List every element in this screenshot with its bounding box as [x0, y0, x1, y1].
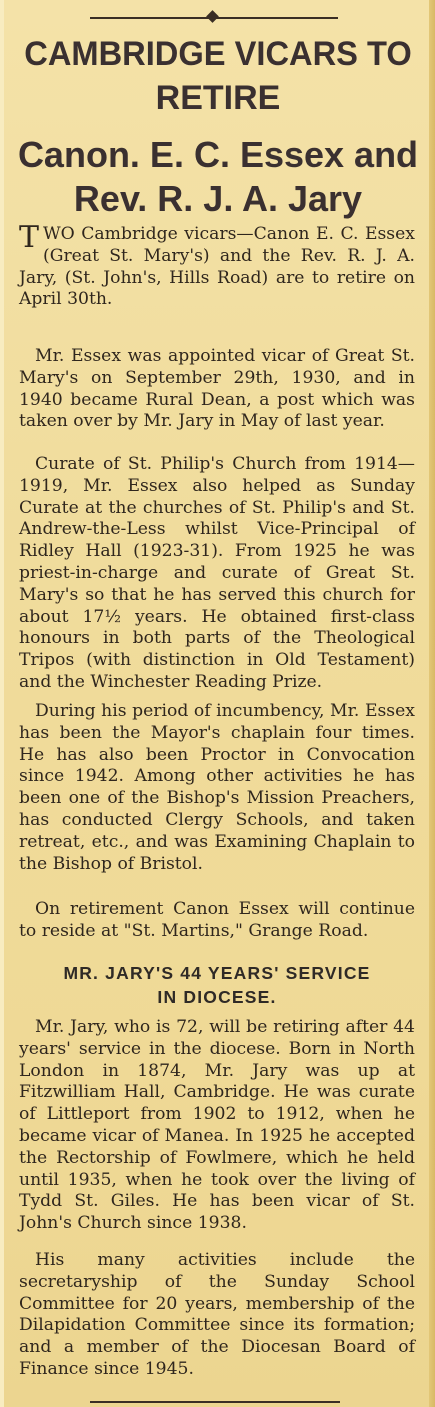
headline-line-3: Canon. E. C. Essex and	[17, 134, 419, 175]
headline-line-1: CAMBRIDGE VICARS TO	[24, 35, 412, 73]
intro-paragraph	[19, 220, 415, 311]
paper-edge-right	[429, 0, 435, 1407]
paragraph-essex-curate: Curate of St. Philip's Church from 1914—1919, Mr. Essex also helped as Sunday Curate at the churches of St. Philip's and St. Andrew-the-Less whilst Vice-Principal of Ridley Hall (1923-31). From 1925 he was priest-in-charge and curate of Great St. Mary's so that he has served this church for about 17½ years. He obtained first-class honours in both parts of the Theological Tripos (with distinction in Old Testament) and the Winchester Reading Prize.	[19, 454, 415, 692]
intro-text: WO Cambridge vicars—Canon E. C. Essex (Great St. Mary's) and the Rev. R. J. A. Jary, (St. John's, Hills Road) are to retire on April 30th.	[19, 224, 415, 310]
paragraph-jary-career: Mr. Jary, who is 72, will be retiring after 44 years' service in the diocese. Born in North London in 1874, Mr. Jary was up at Fitzwilliam Hall, Cambridge. He was curate of Littleport from 1902 to 1912, when he became vicar of Manea. In 1925 he accepted the Rectorship of Fowlmere, which he held until 1935, when he took over the living of Tydd St. Giles. He has been vicar of St. John's Church since 1938.	[19, 1017, 415, 1234]
paragraph-essex-appointment: Mr. Essex was appointed vicar of Great St. Mary's on September 29th, 1930, and in 1940 became Rural Dean, a post which was taken over by Mr. Jary in May of last year.	[19, 346, 415, 432]
top-ornamental-rule	[90, 17, 338, 19]
subheading-line-2: IN DIOCESE.	[157, 987, 277, 1007]
headline-line-4: Rev. R. J. A. Jary	[73, 178, 363, 219]
rule-diamond-ornament	[206, 10, 219, 23]
subheading-line-1: MR. JARY'S 44 YEARS' SERVICE	[63, 963, 371, 983]
paragraph-jary-activities: His many activities include the secretaryship of the Sunday School Committee for 20 years, membership of the Dilapidation Committee since its formation; and a member of the Diocesan Board of Finance since 1945.	[19, 1250, 415, 1379]
drop-cap: T	[19, 220, 40, 255]
bottom-rule	[90, 1401, 340, 1403]
paragraph-essex-incumbency: During his period of incumbency, Mr. Essex has been the Mayor's chaplain four times. He has also been Proctor in Convocation since 1942. Among other activities he has been one of the Bishop's Mission Preachers, has conducted Clergy Schools, and taken retreat, etc., and was Examining Chaplain to the Bishop of Bristol.	[19, 701, 415, 874]
paragraph-essex-retirement: On retirement Canon Essex will continue to reside at "St. Martins," Grange Road.	[19, 899, 415, 941]
paper-edge-left	[0, 0, 4, 1407]
headline-line-2: RETIRE	[155, 79, 281, 117]
